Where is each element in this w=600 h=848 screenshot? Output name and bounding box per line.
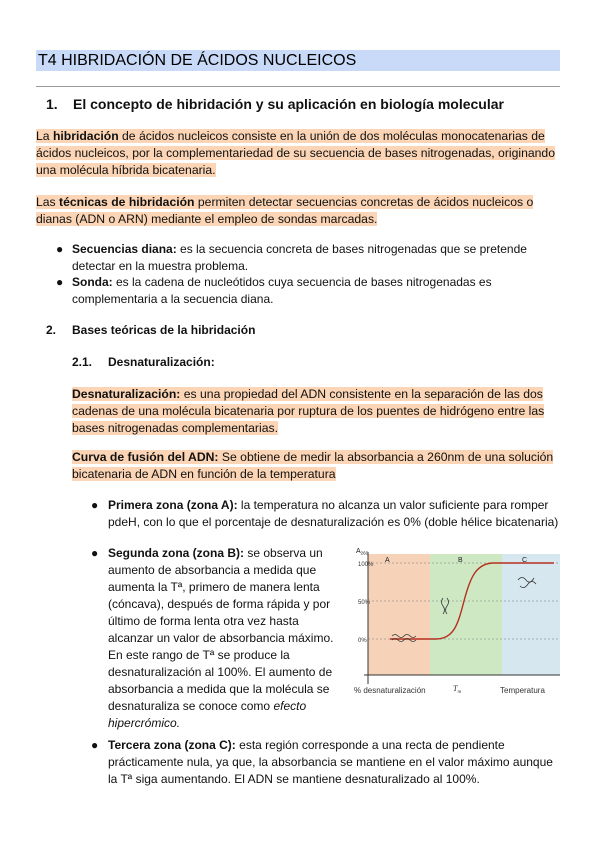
text-span: Las <box>36 195 60 209</box>
term-hibridacion: hibridación <box>52 129 119 143</box>
section2-number: 2. <box>46 323 57 337</box>
bullet-text: alcanzar un valor de absorbancia máximo. <box>108 631 334 645</box>
bullet-text: esta región corresponde a una recta de pendiente <box>235 738 505 752</box>
zone-c-region <box>502 554 560 675</box>
bullet-zona-b <box>108 545 333 732</box>
bullet-term: Secuencias diana: <box>72 242 177 256</box>
text-span: es una propiedad del ADN consistente en la separación de las dos <box>180 387 543 401</box>
y-axis-subscript: 260 <box>360 550 369 556</box>
x-axis-label-denaturation: % desnaturalización <box>354 686 426 695</box>
page-title: T4 HIBRIDACIÓN DE ÁCIDOS NUCLEICOS <box>38 52 357 69</box>
text-span: dianas (ADN o ARN) mediante el empleo de sondas marcadas. <box>36 212 378 226</box>
subsection-heading: Desnaturalización: <box>108 355 215 369</box>
bullet-sonda <box>72 274 492 308</box>
bullet-text: complementaria a la secuencia diana. <box>72 292 274 306</box>
paragraph-hibridacion <box>36 128 555 179</box>
bullet-text: aumenta la Tª, primero de manera lenta <box>108 580 320 594</box>
italic-text: efecto <box>273 699 307 713</box>
section1-number: 1. <box>46 96 58 112</box>
bullet-text: la temperatura no alcanza un valor suficiente para romper <box>237 498 549 512</box>
bullet-dot: ● <box>91 498 99 512</box>
zone-b-label: B <box>458 557 463 564</box>
text-span: de ácidos nucleicos consiste en la unión de dos moléculas monocatenarias de <box>118 129 545 143</box>
melting-curve-figure <box>354 544 560 702</box>
paragraph-desnaturalizacion <box>72 386 544 437</box>
bullet-text: absorbancia a medida que la molécula se <box>108 682 330 696</box>
bullet-dot: ● <box>91 546 99 560</box>
bullet-text: aumento de absorbancia a medida que <box>108 563 317 577</box>
bullet-text: desnaturalización al 100%. El aumento de <box>108 665 333 679</box>
bullet-term: Segunda zona (zona B): <box>108 546 244 560</box>
bullet-text: En este rango de Tª se produce la <box>108 648 290 662</box>
tick-50: 50% <box>358 600 371 606</box>
bullet-zona-a <box>108 497 558 531</box>
text-span: La <box>36 129 53 143</box>
bullet-text: se observa un <box>244 546 323 560</box>
title-divider <box>36 86 560 87</box>
text-span: una molécula híbrida bicatenaria. <box>36 163 216 177</box>
bullet-text: desnaturaliza se conoce como <box>108 699 274 713</box>
bullet-term: Primera zona (zona A): <box>108 498 238 512</box>
tick-100: 100% <box>358 562 374 568</box>
italic-text: hipercrómico. <box>108 716 181 730</box>
term-desnaturalizacion: Desnaturalización: <box>72 387 181 401</box>
bullet-secuencias-diana <box>72 241 527 275</box>
text-span: Se obtiene de medir la absorbancia a 260nm de una solución <box>218 450 554 464</box>
bullet-text: prácticamente nula, ya que, la absorbancia se mantiene en el valor máximo aunque <box>108 755 553 769</box>
y-axis-label: A <box>356 548 361 555</box>
bullet-dot: ● <box>56 275 64 289</box>
bullet-text: pdeH, con lo que el porcentaje de desnaturalización es 0% (doble hélice bicatenaria) <box>108 515 559 529</box>
subsection-number: 2.1. <box>72 355 93 369</box>
tick-0: 0% <box>358 638 367 644</box>
text-span: bases nitrogenadas complementarias. <box>72 421 278 435</box>
term-tecnicas: técnicas de hibridación <box>59 195 195 209</box>
bullet-dot: ● <box>56 242 64 256</box>
text-span: ácidos nucleicos, por la complementariedad de su secuencia de bases nitrogenadas, originando <box>36 146 555 160</box>
text-span: permiten detectar secuencias concretas de ácidos nucleicos o <box>194 195 534 209</box>
zone-a-region <box>368 554 430 675</box>
x-axis-label-temperature: Temperatura <box>500 686 545 695</box>
tm-label: T <box>453 684 458 693</box>
tm-subscript: m <box>457 690 462 695</box>
bullet-zona-c <box>108 737 553 788</box>
bullet-term: Tercera zona (zona C): <box>108 738 236 752</box>
paragraph-curva-fusion <box>72 449 553 483</box>
text-span: bicatenaria de ADN en función de la temperatura <box>72 467 336 481</box>
section1-heading: El concepto de hibridación y su aplicación en biología molecular <box>73 96 504 112</box>
paragraph-tecnicas <box>36 194 533 228</box>
bullet-text: la Tª siga aumentando. El ADN se mantiene desnaturalizado al 100%. <box>108 772 480 786</box>
zone-b-region <box>430 554 502 675</box>
bullet-text: es la cadena de nucleótidos cuya secuencia de bases nitrogenadas es <box>112 275 492 289</box>
bullet-term: Sonda: <box>72 275 113 289</box>
bullet-dot: ● <box>91 738 99 752</box>
zone-c-label: C <box>522 557 528 564</box>
bullet-text: detectar en la muestra problema. <box>72 259 249 273</box>
section2-heading: Bases teóricas de la hibridación <box>72 323 256 337</box>
term-curva-fusion: Curva de fusión del ADN: <box>72 450 219 464</box>
bullet-text: (cóncava), después de forma rápida y por <box>108 597 331 611</box>
svg-text:Tm <box>453 684 461 695</box>
bullet-text: último de forma lenta otra vez hasta <box>108 614 299 628</box>
svg-text:A260 <box>356 548 369 556</box>
text-span: cadenas de una molécula bicatenaria por ruptura de los puentes de hidrógeno entre las <box>72 404 545 418</box>
zone-a-label: A <box>385 557 390 564</box>
bullet-text: es la secuencia concreta de bases nitrogenadas que se pretende <box>176 242 527 256</box>
